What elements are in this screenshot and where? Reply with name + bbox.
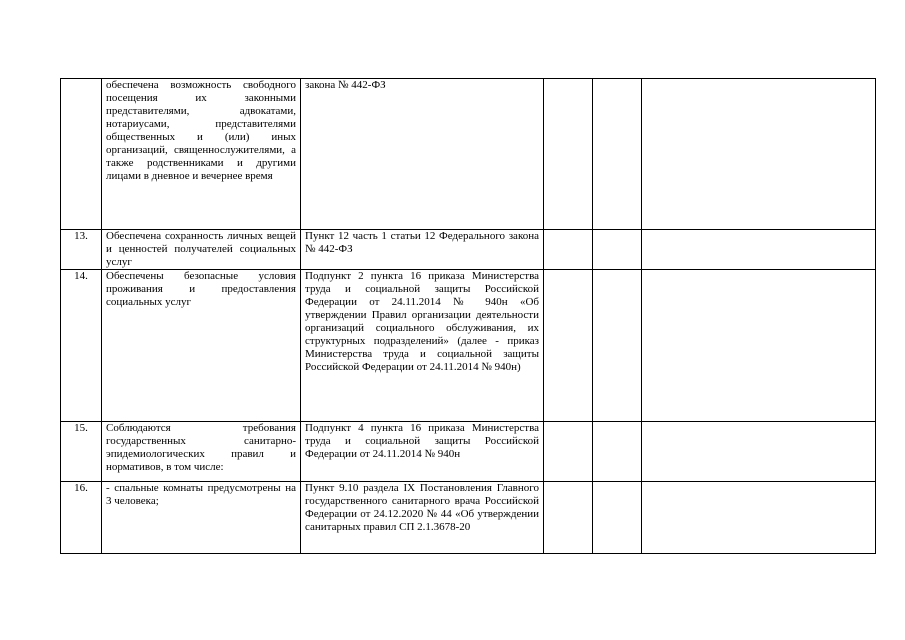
table-row [61,230,876,270]
legal-basis-text: Подпункт 2 пункта 16 приказа Министерства труда и социальной защиты Российской Федерации от 24.11.2014 № 940н «Об утверждении Правил организации деятельности организаций социального обслуживания, их структурных подразделений» (далее - приказ Министерства труда и социальной защиты Российской Федерации от 24.11.2014 № 940н) [301,270,544,422]
requirement-text: Обеспечены безопасные условия проживания и предоставления социальных услуг [102,270,301,422]
legal-basis-text: Пункт 9.10 раздела IX Постановления Главного государственного санитарного врача Российской Федерации от 24.12.2020 № 44 «Об утверждении санитарных правил СП 2.1.3678-20 [301,482,544,554]
notes-cell [642,422,876,482]
row-number [61,79,102,230]
requirement-text: Соблюдаются требования государственных санитарно-эпидемиологических правил и нормативов, в том числе: [102,422,301,482]
notes-cell [642,482,876,554]
answer-cell-no [593,422,642,482]
legal-basis-text: Пункт 12 часть 1 статьи 12 Федерального закона № 442-ФЗ [301,230,544,270]
legal-basis-text: закона № 442-ФЗ [301,79,544,230]
answer-cell-yes [544,482,593,554]
notes-cell [642,270,876,422]
row-number: 15. [61,422,102,482]
answer-cell-yes [544,422,593,482]
notes-cell [642,230,876,270]
requirement-text: - спальные комнаты предусмотрены на 3 человека; [102,482,301,554]
notes-cell [642,79,876,230]
row-number: 14. [61,270,102,422]
table-row [61,482,876,554]
answer-cell-yes [544,230,593,270]
answer-cell-yes [544,270,593,422]
table-row [61,270,876,422]
answer-cell-no [593,79,642,230]
requirement-text: Обеспечена сохранность личных вещей и ценностей получателей социальных услуг [102,230,301,270]
table-row [61,79,876,230]
answer-cell-no [593,230,642,270]
legal-basis-text: Подпункт 4 пункта 16 приказа Министерства труда и социальной защиты Российской Федерации от 24.11.2014 № 940н [301,422,544,482]
answer-cell-no [593,270,642,422]
answer-cell-yes [544,79,593,230]
requirement-text: обеспечена возможность свободного посещения их законными представителями, адвокатами, нотариусами, представителями общественных и (или) иных организаций, священнослужителями, а также родственниками и другими лицами в дневное и вечернее время [102,79,301,230]
row-number: 13. [61,230,102,270]
answer-cell-no [593,482,642,554]
inspection-table [60,78,876,554]
row-number: 16. [61,482,102,554]
table-row [61,422,876,482]
